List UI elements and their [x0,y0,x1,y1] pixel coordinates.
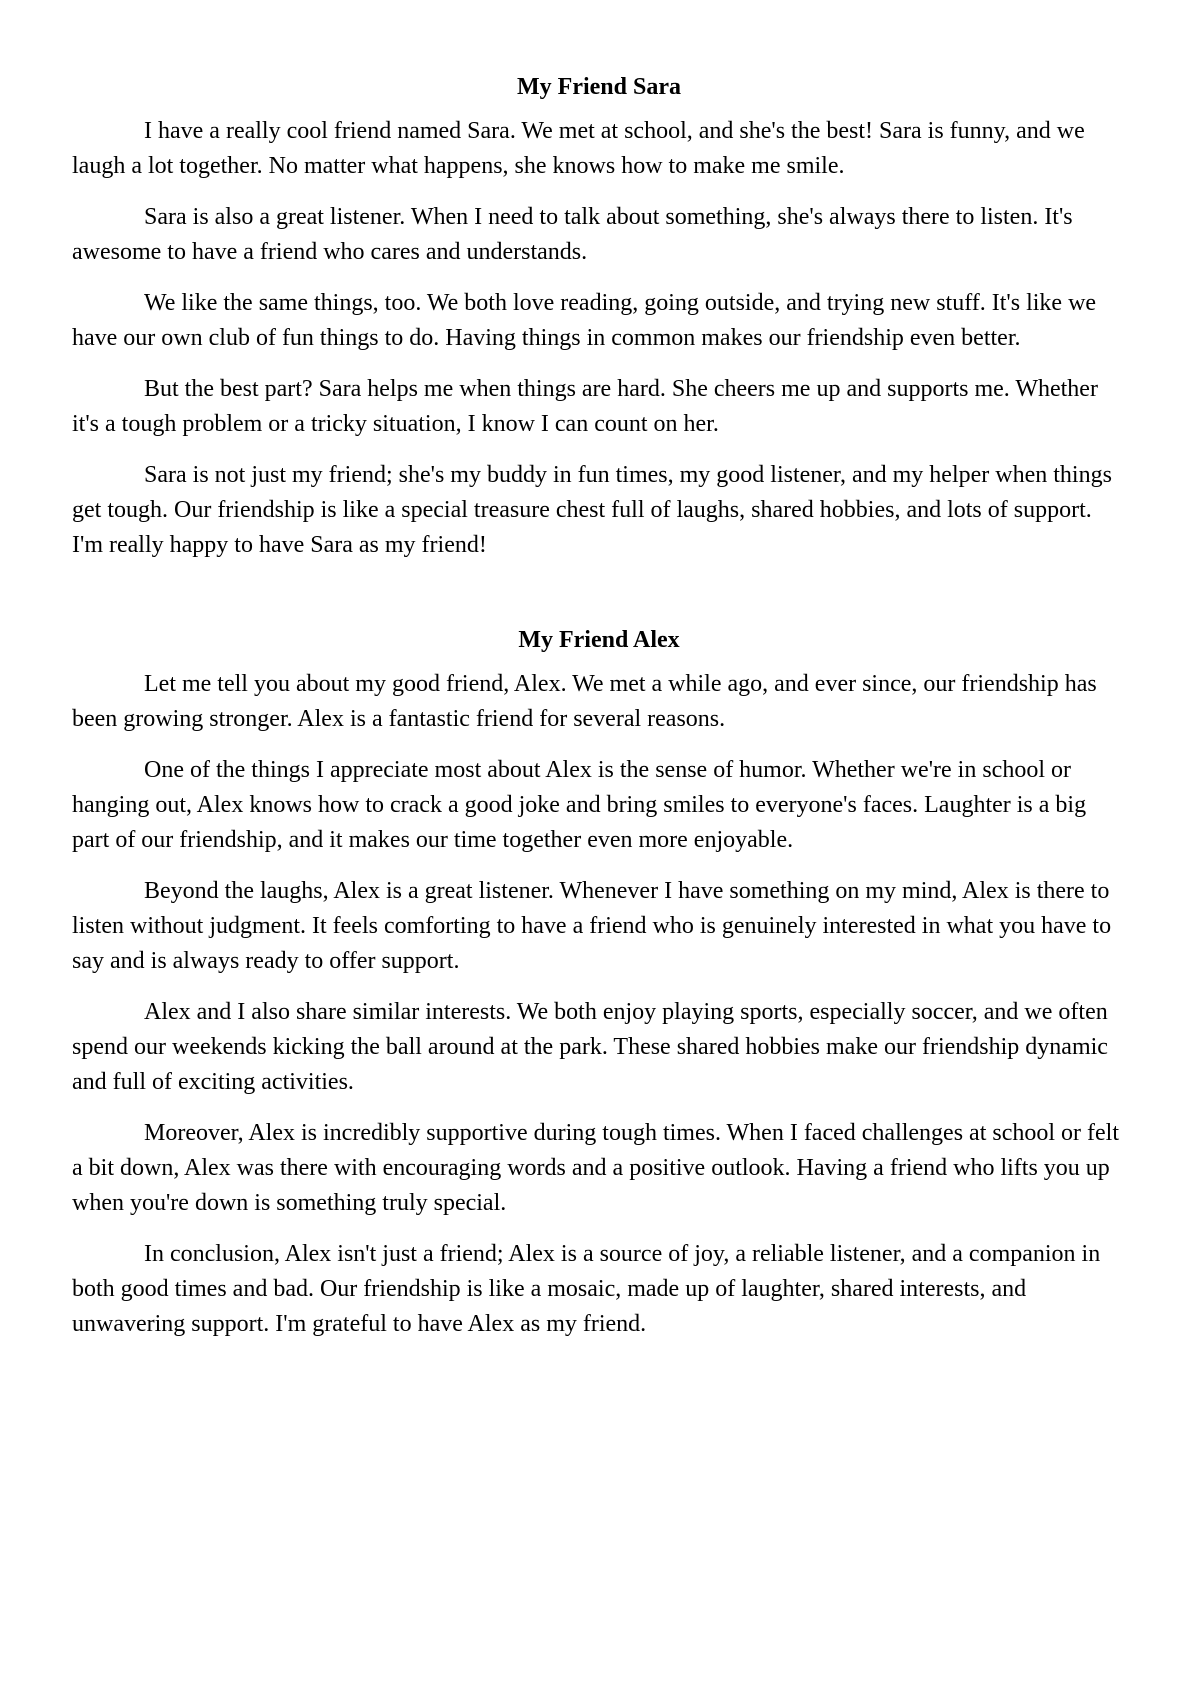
document-body [72,70,1126,1358]
paragraph: We like the same things, too. We both love reading, going outside, and trying new stuff. It's like we have our own club of fun things to do. Having things in common makes our friendship even better. [72,290,1097,351]
essay-title: My Friend Alex [518,627,680,653]
paragraph: Sara is not just my friend; she's my buddy in fun times, my good listener, and my helper when things get tough. Our friendship is like a special treasure chest full of laughs, shared hobbies, and lots of support. I'm really happy to have Sara as my friend! [72,462,1112,558]
paragraph: Alex and I also share similar interests. We both enjoy playing sports, especially soccer, and we often spend our weekends kicking the ball around at the park. These shared hobbies make our friendship dynamic and full of exciting activities. [72,999,1108,1095]
paragraph: In conclusion, Alex isn't just a friend; Alex is a source of joy, a reliable listener, and a companion in both good times and bad. Our friendship is like a mosaic, made up of laughter, shared interests, and unwavering support. I'm grateful to have Alex as my friend. [72,1241,1101,1337]
paragraph: Sara is also a great listener. When I need to talk about something, she's always there to listen. It's awesome to have a friend who cares and understands. [72,204,1073,265]
paragraph: Moreover, Alex is incredibly supportive during tough times. When I faced challenges at school or felt a bit down, Alex was there with encouraging words and a positive outlook. Having a friend who lifts you up when you're down is something truly special. [72,1120,1119,1216]
paragraph: But the best part? Sara helps me when things are hard. She cheers me up and supports me. Whether it's a tough problem or a tricky situation, I know I can count on her. [72,376,1098,437]
paragraph: I have a really cool friend named Sara. We met at school, and she's the best! Sara is funny, and we laugh a lot together. No matter what happens, she knows how to make me smile. [72,118,1085,179]
paragraph: Let me tell you about my good friend, Alex. We met a while ago, and ever since, our friendship has been growing stronger. Alex is a fantastic friend for several reasons. [72,671,1097,732]
paragraph: Beyond the laughs, Alex is a great listener. Whenever I have something on my mind, Alex is there to listen without judgment. It feels comforting to have a friend who is genuinely interested in what you have to say and is always ready to offer support. [72,878,1112,974]
paragraph: One of the things I appreciate most about Alex is the sense of humor. Whether we're in school or hanging out, Alex knows how to crack a good joke and bring smiles to everyone's faces. Laughter is a big part of our friendship, and it makes our time together even more enjoyable. [72,757,1087,853]
essay-sara [72,70,1126,563]
essay-alex [72,623,1126,1342]
essay-title: My Friend Sara [517,74,681,100]
